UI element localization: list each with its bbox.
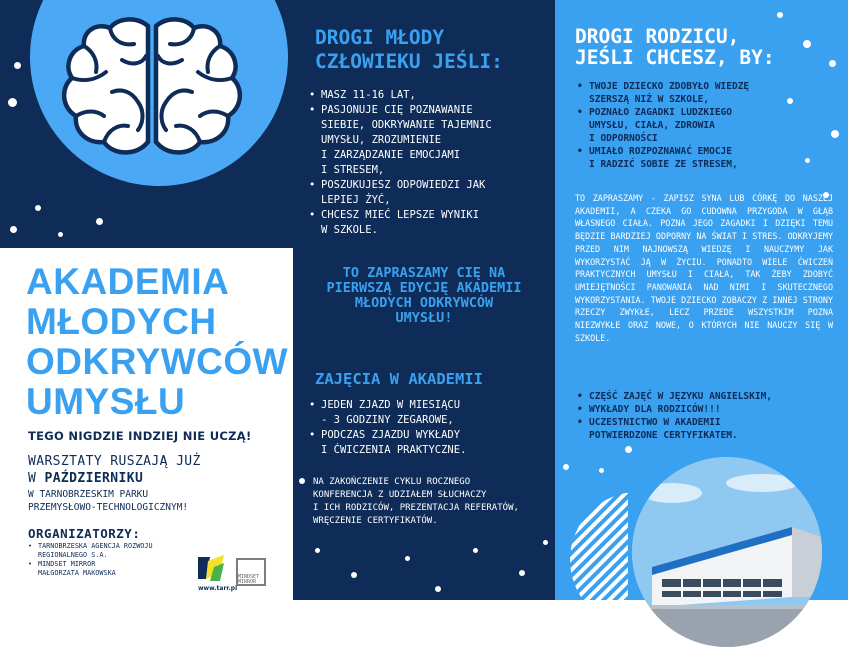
closing-paragraph: [313, 476, 545, 528]
cta-line: MŁODYCH ODKRYWCÓW: [354, 295, 494, 311]
academy-title: [26, 262, 288, 422]
list-item: [577, 80, 837, 106]
list-item: [309, 428, 545, 458]
organizer-item: [28, 560, 153, 578]
tarr-url: www.tarr.pl: [198, 585, 238, 592]
list-item: [577, 145, 837, 171]
building-photo: [632, 457, 822, 647]
closing-line: KONFERENCJA Z UDZIAŁEM SŁUCHACZY: [313, 490, 487, 500]
decor-dot: [473, 548, 478, 553]
decor-dot: [519, 570, 525, 576]
mirror-line: MIRROR: [238, 579, 257, 585]
decor-dot: [96, 218, 103, 225]
item-line: • WYKŁADY DLA RODZICÓW!!!: [589, 404, 721, 415]
list-item: [577, 390, 837, 403]
item-line: SIEBIE, ODKRYWANIE TAJEMNIC: [321, 119, 492, 131]
heading-line: DROGI RODZICU,: [575, 25, 740, 48]
item-line: • TWOJE DZIECKO ZDOBYŁO WIEDZĘ: [589, 81, 750, 92]
item-line: • PASJONUJE CIĘ POZNAWANIE: [321, 104, 473, 116]
organizers-list: [28, 542, 153, 578]
workshops-line-2: [28, 471, 143, 486]
item-line: • POSZUKUJESZ ODPOWIEDZI JAK: [321, 179, 486, 191]
item-line: • PODCZAS ZJAZDU WYKŁADY: [321, 429, 461, 441]
youth-conditions-list: [309, 88, 545, 238]
item-line: SZERSZĄ NIŻ W SZKOLE,: [589, 94, 710, 105]
organizers-heading: ORGANIZATORZY:: [28, 526, 141, 541]
workshops-location: [28, 488, 188, 514]
workshops-line-4: PRZEMYSŁOWO-TECHNOLOGICZNYM!: [28, 502, 189, 513]
list-item: [577, 106, 837, 145]
item-line: W SZKOLE.: [321, 224, 378, 236]
organizer-line: MINDSET MIRROR: [38, 560, 96, 568]
item-line: • CZĘŚĆ ZAJĘĆ W JĘZYKU ANGIELSKIM,: [589, 391, 773, 402]
decor-dot: [563, 464, 569, 470]
item-line: • UCZESTNICTWO W AKADEMII: [589, 417, 721, 428]
item-line: UMYSŁU, CIAŁA, ZDROWIA: [589, 120, 715, 131]
item-line: I ODPORNOŚCI: [589, 133, 658, 144]
invitation-text: [297, 266, 551, 326]
item-line: I ZARZĄDZANIE EMOCJAMI: [321, 149, 461, 161]
item-line: • JEDEN ZJAZD W MIESIĄCU: [321, 399, 461, 411]
tagline: TEGO NIGDZIE INDZIEJ NIE UCZĄ!: [28, 429, 252, 443]
organizer-line: MAŁGORZATA MAKOWSKA: [38, 569, 116, 577]
organizer-line: REGIONALNEGO S.A.: [38, 551, 108, 559]
parent-wishes-list: [577, 80, 837, 171]
heading-line: JEŚLI CHCESZ, BY:: [575, 46, 775, 69]
item-line: POTWIERDZONE CERTYFIKATEM.: [589, 430, 738, 441]
mindset-line: MINDSET: [238, 574, 260, 580]
middle-panel: [293, 0, 555, 600]
item-line: • POZNAŁO ZAGADKI LUDZKIEGO: [589, 107, 732, 118]
cta-line: PIERWSZĄ EDYCJĘ AKADEMII: [326, 280, 522, 296]
list-item: [309, 88, 545, 103]
item-line: • MASZ 11-16 LAT,: [321, 89, 416, 101]
title-line: ODKRYWCÓW: [26, 341, 289, 382]
list-item: [577, 416, 837, 442]
decor-dot: [829, 60, 836, 67]
decor-dot: [599, 468, 604, 473]
item-line: UMYSŁU, ZROZUMIENIE: [321, 134, 442, 146]
decor-dot: [625, 446, 632, 453]
youth-heading: [315, 26, 503, 74]
organizer-item: [28, 542, 153, 560]
decor-dot: [315, 548, 320, 553]
decor-dot: [8, 98, 17, 107]
workshops-prefix: W: [28, 471, 37, 486]
item-line: I STRESEM,: [321, 164, 385, 176]
title-line: UMYSŁU: [26, 381, 186, 422]
list-item: [309, 103, 545, 178]
decor-dot: [435, 586, 441, 592]
workshops-month: PAŹDZIERNIKU: [44, 471, 144, 486]
workshops-line-3: W TARNOBRZESKIM PARKU: [28, 489, 149, 500]
classes-list: [309, 398, 545, 458]
benefits-list: [577, 390, 837, 442]
list-item: [309, 178, 545, 208]
decor-dot: [543, 540, 548, 545]
heading-line: DROGI MŁODY: [315, 26, 445, 49]
list-item: [309, 208, 545, 238]
cta-line: UMYSŁU!: [395, 310, 453, 326]
striped-decoration: [568, 480, 628, 600]
decor-dot: [58, 232, 63, 237]
title-line: AKADEMIA: [26, 261, 230, 302]
workshops-line-1: WARSZTATY RUSZAJĄ JUŻ: [28, 454, 201, 469]
closing-line: I ICH RODZICÓW, PREZENTACJA REFERATÓW,: [313, 503, 519, 513]
left-panel: [0, 0, 293, 600]
list-item: [577, 403, 837, 416]
list-item: [309, 398, 545, 428]
closing-line: NA ZAKOŃCZENIE CYKLU ROCZNEGO: [313, 477, 471, 487]
decor-dot: [351, 572, 357, 578]
parent-heading: [575, 26, 775, 68]
item-line: I ĆWICZENIA PRAKTYCZNE.: [321, 444, 467, 456]
decor-dot: [405, 556, 410, 561]
decor-dot: [777, 12, 783, 18]
decor-dot: [35, 205, 41, 211]
cta-line: TO ZAPRASZAMY CIĘ NA: [342, 265, 506, 281]
heading-line: CZŁOWIEKU JEŚLI:: [315, 50, 503, 73]
mindset-mirror-text: [238, 575, 259, 585]
decor-dot: [14, 62, 21, 69]
closing-line: WRĘCZENIE CERTYFIKATÓW.: [313, 516, 438, 526]
invitation-paragraph: TO ZAPRASZAMY - ZAPISZ SYNA LUB CÓRKĘ DO NASZEJ AKADEMII, A CZEKA GO CUDOWNA PRZYGODA W GŁĄB WŁASNEGO CIAŁA. POZNA JEGO ZAGADKI I DZIĘKI TEMU BĘDZIE BARDZIEJ ODPORNY NA ŚWIAT I STRES. ODKRYJEMY PRZED NIM NAJNOWSZĄ WIEDZĘ I NAUCZYMY JAK WYKORZYSTAĆ JĄ W ŻYCIU. PONADTO WIELE ĆWICZEŃ PRAKTYCZNYCH UMYSŁU I CIAŁA, TAK ŻEBY ZDOBYĆ UMIEJĘTNOŚCI PANOWANIA NAD NIMI I SKUTECZNEGO WYKORZYSTANIA. TWOJE DZIECKO ZOBACZY Z INNEJ STRONY RZECZY ZWYKŁE, LECZ PRZEDE WSZYSTKIM POZNA NIEZWYKŁE ORAZ NOWE, O KTÓRYCH NIE NAUCZY SIĘ W SZKOLE.: [575, 193, 833, 343]
tarr-logo: [196, 553, 226, 583]
item-line: - 3 GODZINY ZEGAROWE,: [321, 414, 454, 426]
title-line: MŁODYCH: [26, 301, 217, 342]
decor-dot: [299, 478, 305, 484]
item-line: • CHCESZ MIEĆ LEPSZE WYNIKI: [321, 209, 480, 221]
building-illustration: [632, 457, 822, 647]
organizer-line: TARNOBRZESKA AGENCJA ROZWOJU: [38, 542, 153, 550]
item-line: I RADZIĆ SOBIE ZE STRESEM,: [589, 159, 738, 170]
item-line: • UMIAŁO ROZPOZNAWAĆ EMOCJE: [589, 146, 732, 157]
decor-dot: [10, 226, 17, 233]
decor-dot: [803, 40, 811, 48]
item-line: LEPIEJ ŻYĆ,: [321, 194, 391, 206]
brain-icon: [52, 12, 252, 162]
classes-heading: ZAJĘCIA W AKADEMII: [315, 370, 483, 388]
